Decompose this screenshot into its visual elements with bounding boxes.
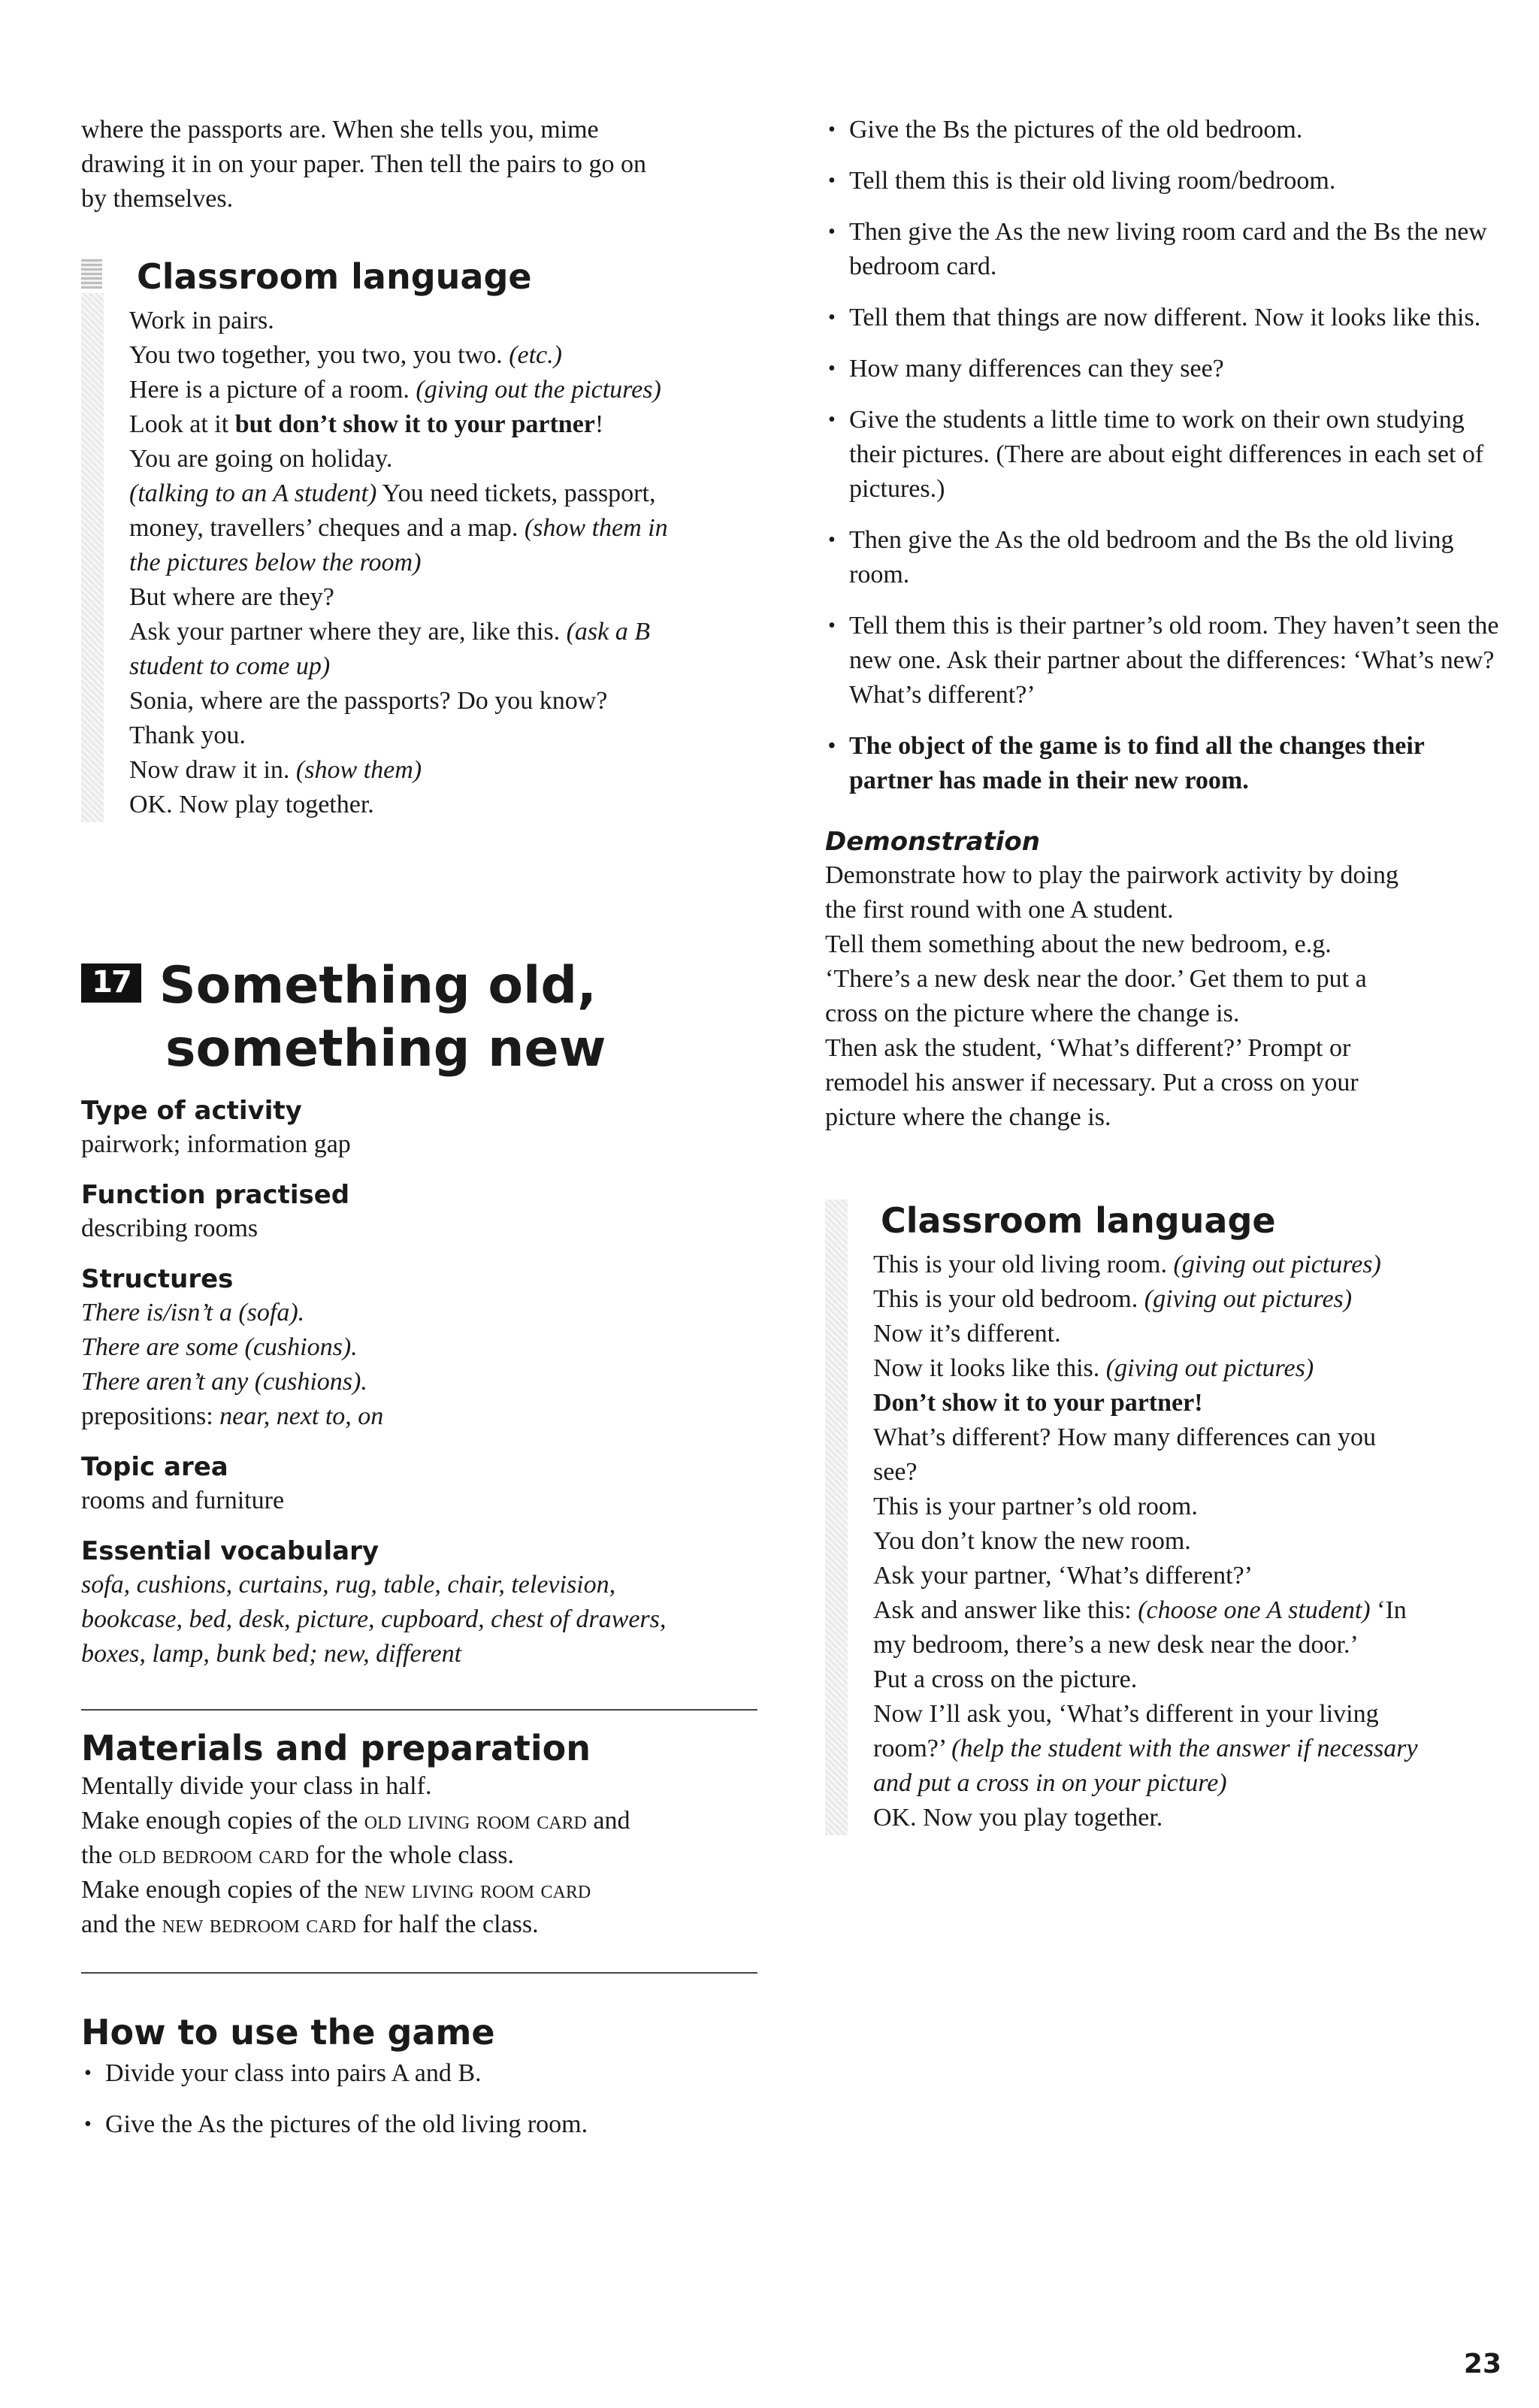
cl-line [873,1386,1501,1420]
cl-line [129,649,757,684]
cl-text: But where are they? [129,583,334,611]
cl-direction: (show them) [295,756,422,784]
cl-line [873,1662,1501,1697]
section-divider [81,1972,757,1974]
cl-text: You two together, you two, you two. [129,341,503,369]
classroom-language-box [81,256,757,822]
cl-line [873,1732,1501,1766]
cl-text: This is your old bedroom. [873,1285,1138,1313]
materials-section [81,1727,757,1942]
type-of-activity-text: pairwork; information gap [81,1130,351,1158]
instructions-list [825,113,1501,798]
cl-line [873,1766,1501,1801]
cl-direction: student to come up) [129,652,331,680]
cl-text: Here is a picture of a room. [129,376,410,404]
cl-text: see? [873,1458,918,1486]
cl-text: Sonia, where are the passports? Do you know? [129,687,608,715]
demo-line: remodel his answer if necessary. Put a cross on your [825,1069,1359,1097]
materials-text: the [81,1841,113,1869]
cl-direction: (ask a B [566,618,651,646]
cl-text: ‘In [1377,1596,1407,1624]
cl-direction: the pictures below the room) [129,549,422,576]
page-number: 23 [1463,2349,1501,2379]
intro-line: drawing it in on your paper. Then tell the pairs to go on [81,150,646,178]
cl-text: This is your partner’s old room. [873,1493,1198,1520]
activity-title [81,954,757,1018]
instruction-bullet: • Then give the As the new living room card and the Bs the new bedroom card. [825,215,1501,284]
structure-line [81,1330,757,1365]
cl-direction: and put a cross in on your picture) [873,1769,1227,1797]
cl-line [129,546,757,580]
materials-heading: Materials and preparation [81,1728,591,1768]
cl-line [873,1559,1501,1593]
demo-line: ‘There’s a new desk near the door.’ Get them to put a [825,965,1367,993]
cl-text: Ask your partner, ‘What’s different?’ [873,1562,1253,1590]
cl-line [129,511,757,546]
function-practised-text: describing rooms [81,1215,259,1242]
structures-heading: Structures [81,1264,234,1294]
cl-text: ! [594,410,604,438]
cl-emphasis: but don’t show it to your partner [234,410,595,438]
materials-text: for the whole class. [315,1841,514,1869]
cl-line [129,304,757,338]
intro-paragraph [81,113,757,216]
intro-line: by themselves. [81,185,234,213]
essential-vocabulary-heading: Essential vocabulary [81,1536,379,1566]
cl-text: You don’t know the new room. [873,1527,1191,1555]
cl-text: What’s different? How many differences can you [873,1423,1377,1451]
card-name: old bedroom card [119,1841,310,1869]
cl-text: Now it’s different. [873,1320,1061,1348]
activity-title-line2: something new [165,1019,606,1078]
cl-line [129,753,757,788]
structure-text: There is/isn’t a (sofa). [81,1299,305,1327]
demo-line: picture where the change is. [825,1103,1111,1131]
structure-text: There are some (cushions). [81,1333,358,1361]
structure-text: near, next to, on [219,1402,384,1430]
cl-text: Ask and answer like this: [873,1596,1132,1624]
instruction-bullet: • Give the students a little time to work on their own studying their pictures. (There are about eight differences in each set of pictures.) [825,403,1501,507]
cl-line [873,1490,1501,1524]
cl-text: You need tickets, passport, [382,479,656,507]
function-practised-heading: Function practised [81,1180,350,1210]
vocab-text: sofa, cushions, curtains, rug, table, chair, television, [81,1571,616,1599]
materials-line [81,1769,757,1804]
instruction-bullet: • Tell them this is their old living room/bedroom. [825,164,1501,198]
shaded-margin-bar [825,1199,848,1835]
cl-line [873,1801,1501,1835]
cl-line [873,1697,1501,1732]
structure-text: There aren’t any (cushions). [81,1368,367,1396]
demo-line: the first round with one A student. [825,896,1174,924]
activity-number-badge: 17 [81,964,141,1003]
how-to-use-section [81,2011,757,2142]
materials-line [81,1804,757,1838]
cl-line [129,407,757,442]
materials-text: Mentally divide your class in half. [81,1772,432,1800]
structure-line [81,1399,757,1434]
cl-line [873,1248,1501,1282]
vocab-text: boxes, lamp, bunk bed; new, different [81,1640,462,1668]
cl-emphasis: Don’t show it to your partner! [873,1389,1203,1417]
shaded-margin-bar [81,293,104,822]
cl-text: This is your old living room. [873,1251,1167,1278]
materials-line [81,1907,757,1942]
cl-text: money, travellers’ cheques and a map. [129,514,519,542]
cl-direction: (choose one A student) [1138,1596,1371,1624]
cl-line [873,1317,1501,1351]
vocab-line [81,1568,757,1602]
instruction-bullet: • Tell them this is their partner’s old room. They haven’t seen the new one. Ask their partner about the differences: ‘What’s new? What’s different?’ [825,609,1501,712]
cl-text: You are going on holiday. [129,445,393,473]
cl-line [129,615,757,649]
cl-line [129,684,757,718]
cl-line [129,442,757,476]
cl-direction: (giving out the pictures) [416,376,661,404]
instruction-bullet: • How many differences can they see? [825,352,1501,386]
cl-text: Look at it [129,410,229,438]
demonstration-section [825,825,1501,1135]
materials-text: Make enough copies of the [81,1876,358,1904]
cl-text: Now it looks like this. [873,1354,1100,1382]
demonstration-heading: Demonstration [825,827,1040,857]
cl-line [129,338,757,373]
cl-line [873,1524,1501,1559]
topic-area-text: rooms and furniture [81,1487,285,1514]
cl-line [873,1628,1501,1662]
how-to-bullet: • Give the As the pictures of the old living room. [81,2107,757,2142]
instruction-bullet: • Tell them that things are now different. Now it looks like this. [825,301,1501,335]
section-marker-icon [81,259,102,289]
cl-line [873,1420,1501,1455]
cl-text: my bedroom, there’s a new desk near the door.’ [873,1631,1359,1659]
demo-line: Tell them something about the new bedroom, e.g. [825,930,1332,958]
classroom-language-heading: Classroom language [137,256,532,297]
activity-definitions [81,1094,757,1671]
demo-line: Demonstrate how to play the pairwork activity by doing [825,861,1398,889]
cl-direction: (talking to an A student) [129,479,377,507]
cl-direction: (giving out pictures) [1144,1285,1353,1313]
vocab-text: bookcase, bed, desk, picture, cupboard, chest of drawers, [81,1605,667,1633]
cl-line [129,718,757,753]
cl-direction: (giving out pictures) [1173,1251,1381,1278]
cl-line [873,1351,1501,1386]
materials-text: for half the class. [362,1910,539,1938]
cl-line [873,1593,1501,1628]
how-to-bullet: • Divide your class into pairs A and B. [81,2056,757,2091]
instruction-bullet: • Give the Bs the pictures of the old bedroom. [825,113,1501,147]
cl-text: Ask your partner where they are, like this. [129,618,561,646]
cl-line [129,373,757,407]
cl-text: Thank you. [129,721,246,749]
materials-text: Make enough copies of the [81,1807,358,1835]
type-of-activity-heading: Type of activity [81,1096,302,1126]
instruction-bullet-bold: • The object of the game is to find all the changes their partner has made in their new room. [825,729,1501,798]
how-to-use-heading: How to use the game [81,2012,495,2053]
materials-text: and [593,1807,630,1835]
cl-text: room?’ [873,1735,945,1762]
classroom-language-heading: Classroom language [881,1200,1276,1241]
materials-line [81,1838,757,1873]
structure-line [81,1365,757,1399]
intro-line: where the passports are. When she tells you, mime [81,116,599,144]
cl-text: Now I’ll ask you, ‘What’s different in your living [873,1700,1379,1728]
cl-line [873,1455,1501,1490]
vocab-line [81,1602,757,1637]
cl-line [129,476,757,511]
right-column [825,113,1501,1835]
cl-line [129,788,757,822]
cl-direction: (giving out pictures) [1105,1354,1314,1382]
demo-line: cross on the picture where the change is. [825,1000,1240,1027]
cl-direction: (etc.) [509,341,562,369]
card-name: new bedroom card [162,1910,356,1938]
cl-direction: (help the student with the answer if necessary [951,1735,1418,1762]
cl-line [129,580,757,615]
structure-line [81,1296,757,1330]
activity-title-block [81,954,757,1081]
card-name: new living room card [364,1876,591,1904]
structure-text: prepositions: [81,1402,213,1430]
section-divider [81,1709,757,1711]
cl-text: OK. Now you play together. [873,1804,1163,1832]
vocab-line [81,1637,757,1671]
left-column [81,113,757,2158]
activity-title-line: Something old, [159,956,597,1015]
demo-line: Then ask the student, ‘What’s different?’ Prompt or [825,1034,1351,1062]
how-to-list [81,2056,757,2142]
materials-line [81,1873,757,1907]
instruction-bullet: • Then give the As the old bedroom and the Bs the old living room. [825,523,1501,592]
cl-direction: (show them in [524,514,668,542]
cl-text: OK. Now play together. [129,791,374,818]
card-name: old living room card [364,1807,587,1835]
cl-text: Put a cross on the picture. [873,1665,1138,1693]
cl-text: Now draw it in. [129,756,290,784]
topic-area-heading: Topic area [81,1452,228,1482]
cl-line [873,1282,1501,1317]
cl-text: Work in pairs. [129,307,274,334]
classroom-language-box [825,1199,1501,1835]
materials-text: and the [81,1910,156,1938]
